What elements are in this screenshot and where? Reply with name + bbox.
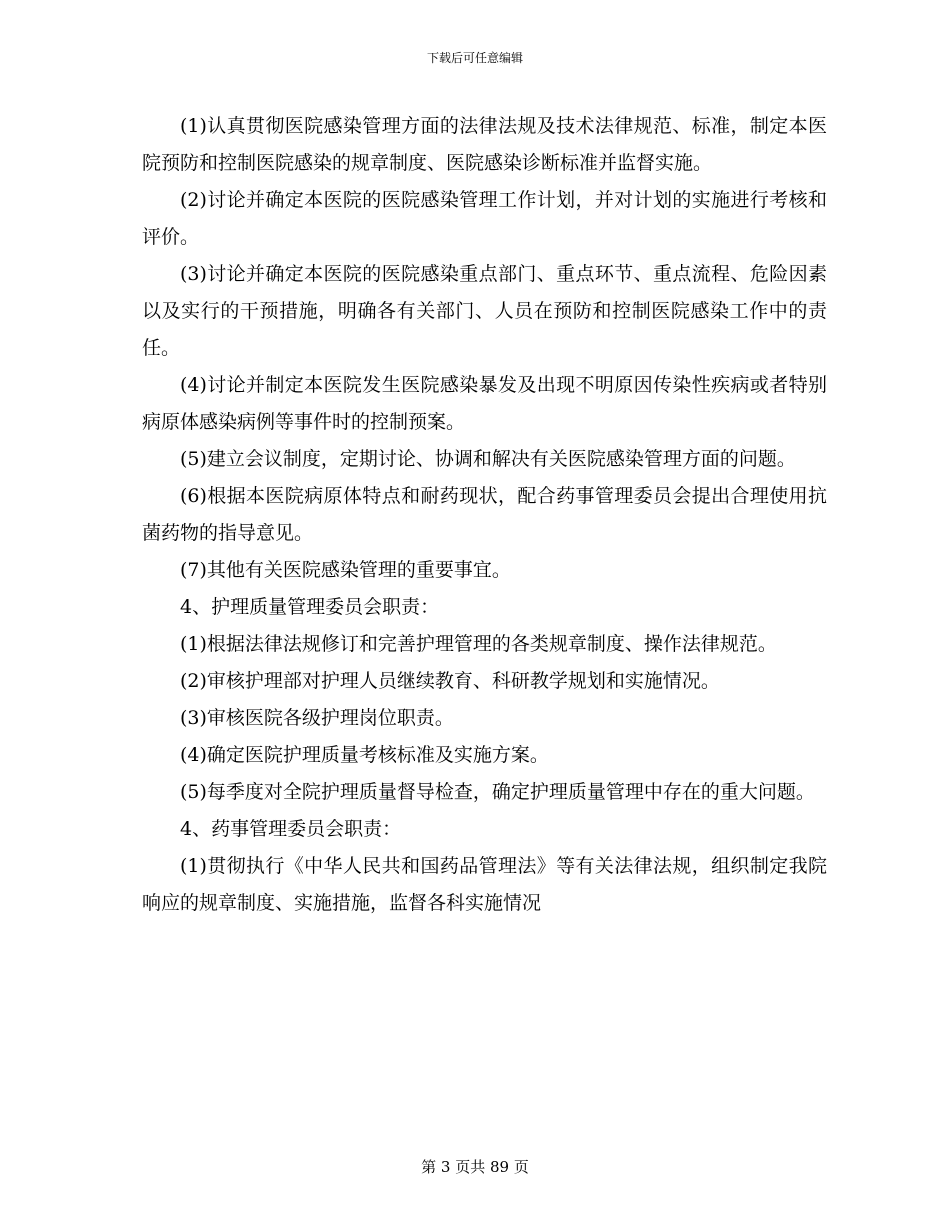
paragraph: (1)认真贯彻医院感染管理方面的法律法规及技术法律规范、标准，制定本医院预防和控制医院感染的规章制度、医院感染诊断标准并监督实施。	[142, 115, 827, 174]
document-body	[142, 108, 827, 922]
current-page-number: 3	[440, 1158, 451, 1176]
paragraph: (2)讨论并确定本医院的医院感染管理工作计划，并对计划的实施进行考核和评价。	[142, 189, 827, 248]
paragraph: (1)贯彻执行《中华人民共和国药品管理法》等有关法律法规，组织制定我院响应的规章制度、实施措施，监督各科实施情况	[142, 855, 827, 914]
paragraph: (7)其他有关医院感染管理的重要事宜。	[180, 559, 511, 581]
paragraph: (4)确定医院护理质量考核标准及实施方案。	[180, 744, 549, 766]
section-heading: 4、药事管理委员会职责：	[180, 818, 402, 840]
paragraph: (1)根据法律法规修订和完善护理管理的各类规章制度、操作法律规范。	[180, 633, 777, 655]
paragraph: (3)讨论并确定本医院的医院感染重点部门、重点环节、重点流程、危险因素以及实行的干预措施，明确各有关部门、人员在预防和控制医院感染工作中的责任。	[142, 263, 827, 359]
paragraph: (5)建立会议制度，定期讨论、协调和解决有关医院感染管理方面的问题。	[180, 448, 796, 470]
header-note: 下载后可任意编辑	[426, 51, 523, 65]
paragraph: (6)根据本医院病原体特点和耐药现状，配合药事管理委员会提出合理使用抗菌药物的指导意见。	[142, 485, 827, 544]
footer-suffix: 页	[513, 1158, 529, 1176]
paragraph: (5)每季度对全院护理质量督导检查，确定护理质量管理中存在的重大问题。	[180, 781, 815, 803]
paragraph: (4)讨论并制定本医院发生医院感染暴发及出现不明原因传染性疾病或者特别病原体感染病例等事件时的控制预案。	[142, 374, 827, 433]
paragraph: (2)审核护理部对护理人员继续教育、科研教学规划和实施情况。	[180, 670, 720, 692]
page-footer	[0, 1157, 950, 1177]
total-page-count: 89	[490, 1158, 510, 1176]
section-heading: 4、护理质量管理委员会职责：	[180, 596, 440, 618]
footer-prefix: 第	[421, 1158, 437, 1176]
paragraph: (3)审核医院各级护理岗位职责。	[180, 707, 454, 729]
footer-middle: 页共	[455, 1158, 486, 1176]
